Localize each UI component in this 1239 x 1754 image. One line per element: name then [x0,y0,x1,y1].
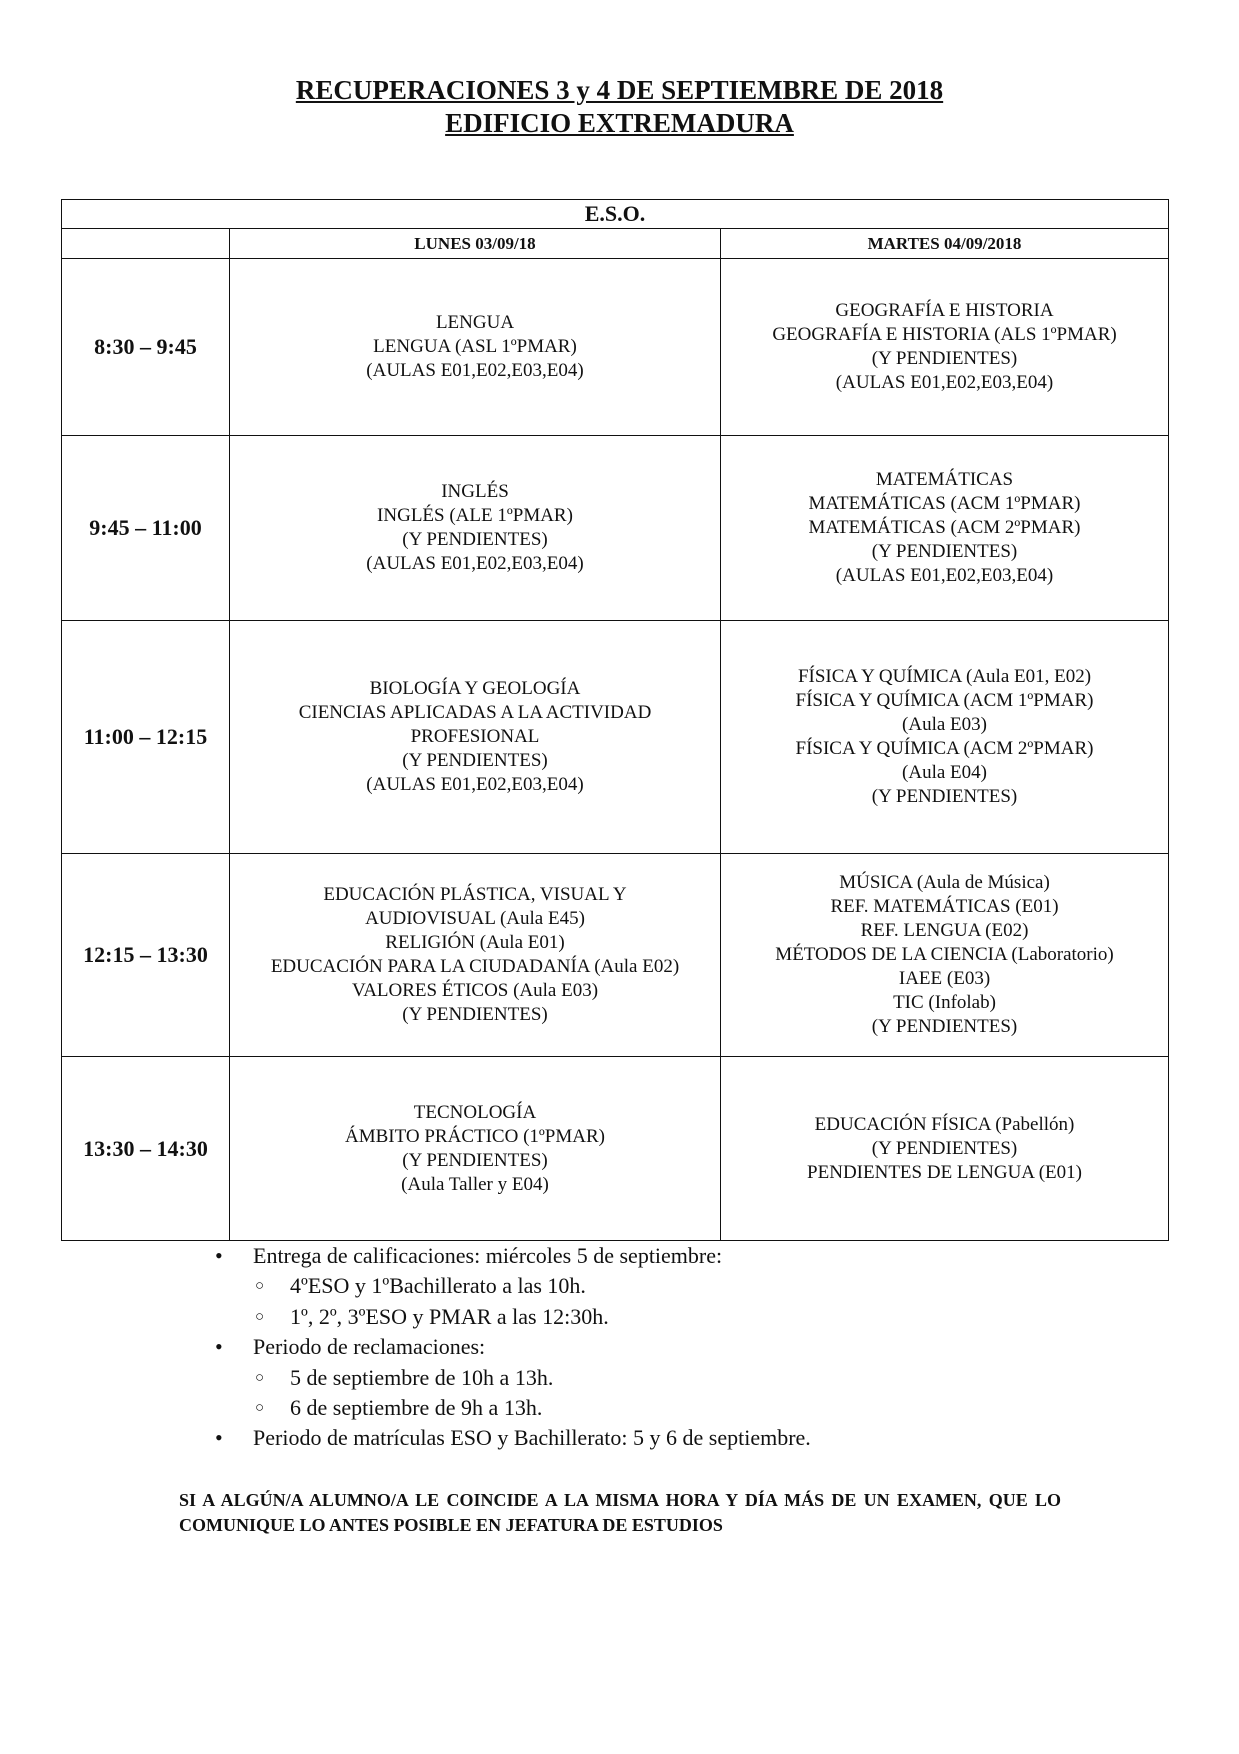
exam-line: (Y PENDIENTES) [402,1149,548,1171]
exam-line: (Aula E03) [902,714,987,735]
exam-line: INGLÉS [441,481,509,502]
monday-exams [230,259,721,436]
table-row [62,259,1169,436]
tuesday-exams [721,621,1169,854]
group-header: E.S.O. [62,200,1169,229]
exam-line: (AULAS E01,E02,E03,E04) [366,553,584,574]
table-row [62,621,1169,854]
grades-delivery-detail: ○ 4ºESO y 1ºBachillerato a las 10h. [0,1271,1239,1301]
table-row [62,436,1169,621]
exam-line: (Y PENDIENTES) [871,1137,1018,1159]
exam-line: MATEMÁTICAS (ACM 2ºPMAR) [808,517,1081,538]
empty-corner-cell [62,229,230,259]
enrollment-period-note: • Periodo de matrículas ESO y Bachillerato: 5 y 6 de septiembre. [0,1423,1239,1453]
table-row [62,1057,1169,1241]
exam-line: (AULAS E01,E02,E03,E04) [366,774,584,795]
exam-line: TECNOLOGÍA [413,1101,537,1123]
exam-line: INGLÉS (ALE 1ºPMAR) [377,505,573,526]
monday-header: LUNES 03/09/18 [230,229,721,259]
exam-line: ÁMBITO PRÁCTICO (1ºPMAR) [345,1125,605,1147]
exam-line: EDUCACIÓN FÍSICA (Pabellón) [814,1113,1075,1135]
time-slot: 9:45 – 11:00 [62,436,230,621]
exam-line: (Aula Taller y E04) [401,1173,549,1195]
exam-line: (AULAS E01,E02,E03,E04) [366,360,584,381]
exam-line: (Y PENDIENTES) [871,1016,1018,1037]
tuesday-exams [721,259,1169,436]
table-day-header-row [62,229,1169,259]
table-group-row [62,200,1169,229]
time-slot: 8:30 – 9:45 [62,259,230,436]
exam-line: MATEMÁTICAS (ACM 1ºPMAR) [808,493,1081,514]
exam-line: (Y PENDIENTES) [402,750,548,771]
exam-line: IAEE (E03) [898,968,991,989]
page-subtitle: EDIFICIO EXTREMADURA [445,108,794,138]
warning-notice: SI A ALGÚN/A ALUMNO/A LE COINCIDE A LA MISMA HORA Y DÍA MÁS DE UN EXAMEN, QUE LO COMUNIQUE LO ANTES POSIBLE EN JEFATURA DE ESTUDIOS [179,1490,1061,1535]
exam-line: EDUCACIÓN PARA LA CIUDADANÍA (Aula E02) [270,956,680,977]
tuesday-exams [721,1057,1169,1241]
exam-line: AUDIOVISUAL (Aula E45) [365,908,585,929]
exam-line: CIENCIAS APLICADAS A LA ACTIVIDAD [298,702,652,723]
exam-line: MÉTODOS DE LA CIENCIA (Laboratorio) [775,944,1114,965]
exam-line: REF. MATEMÁTICAS (E01) [830,896,1059,917]
exam-line: FÍSICA Y QUÍMICA (Aula E01, E02) [797,666,1092,687]
exam-line: VALORES ÉTICOS (Aula E03) [351,980,599,1001]
exam-schedule-table [61,199,1169,1241]
tuesday-header: MARTES 04/09/2018 [721,229,1169,259]
grades-delivery-detail: ○ 1º, 2º, 3ºESO y PMAR a las 12:30h. [0,1302,1239,1332]
exam-line: MATEMÁTICAS [875,469,1014,490]
monday-exams [230,436,721,621]
exam-line: (Y PENDIENTES) [871,348,1018,369]
time-slot: 11:00 – 12:15 [62,621,230,854]
time-slot: 13:30 – 14:30 [62,1057,230,1241]
monday-exams [230,854,721,1057]
exam-line: FÍSICA Y QUÍMICA (ACM 2ºPMAR) [795,738,1094,759]
tuesday-exams [721,854,1169,1057]
exam-line: GEOGRAFÍA E HISTORIA [835,300,1054,321]
exam-line: (Y PENDIENTES) [402,529,548,550]
exam-line: LENGUA [435,312,515,333]
exam-line: (Y PENDIENTES) [402,1004,548,1025]
claims-period-detail: ○ 6 de septiembre de 9h a 13h. [0,1393,1239,1423]
exam-line: REF. LENGUA (E02) [860,920,1029,941]
monday-exams [230,621,721,854]
claims-period-detail: ○ 5 de septiembre de 10h a 13h. [0,1363,1239,1393]
exam-line: RELIGIÓN (Aula E01) [385,932,565,953]
exam-line: (Y PENDIENTES) [871,786,1018,807]
tuesday-exams [721,436,1169,621]
page-title: RECUPERACIONES 3 y 4 DE SEPTIEMBRE DE 2018 [295,75,944,105]
exam-line: MÚSICA (Aula de Música) [839,872,1050,893]
exam-line: (AULAS E01,E02,E03,E04) [835,565,1054,586]
exam-line: LENGUA (ASL 1ºPMAR) [373,336,577,357]
exam-line: PENDIENTES DE LENGUA (E01) [807,1161,1082,1183]
time-slot: 12:15 – 13:30 [62,854,230,1057]
exam-line: (Y PENDIENTES) [871,541,1018,562]
claims-period-note: • Periodo de reclamaciones: [0,1332,1239,1362]
exam-line: TIC (Infolab) [893,992,996,1013]
exam-line: EDUCACIÓN PLÁSTICA, VISUAL Y [323,884,627,905]
exam-line: (Aula E04) [902,762,987,783]
exam-line: FÍSICA Y QUÍMICA (ACM 1ºPMAR) [795,690,1094,711]
exam-line: (AULAS E01,E02,E03,E04) [835,372,1054,393]
exam-line: BIOLOGÍA Y GEOLOGÍA [369,678,581,699]
grades-delivery-note: • Entrega de calificaciones: miércoles 5 de septiembre: [0,1241,1239,1271]
monday-exams [230,1057,721,1241]
exam-line: PROFESIONAL [410,726,540,747]
table-row [62,854,1169,1057]
notes-list [0,1241,1239,1454]
exam-line: GEOGRAFÍA E HISTORIA (ALS 1ºPMAR) [772,324,1117,345]
